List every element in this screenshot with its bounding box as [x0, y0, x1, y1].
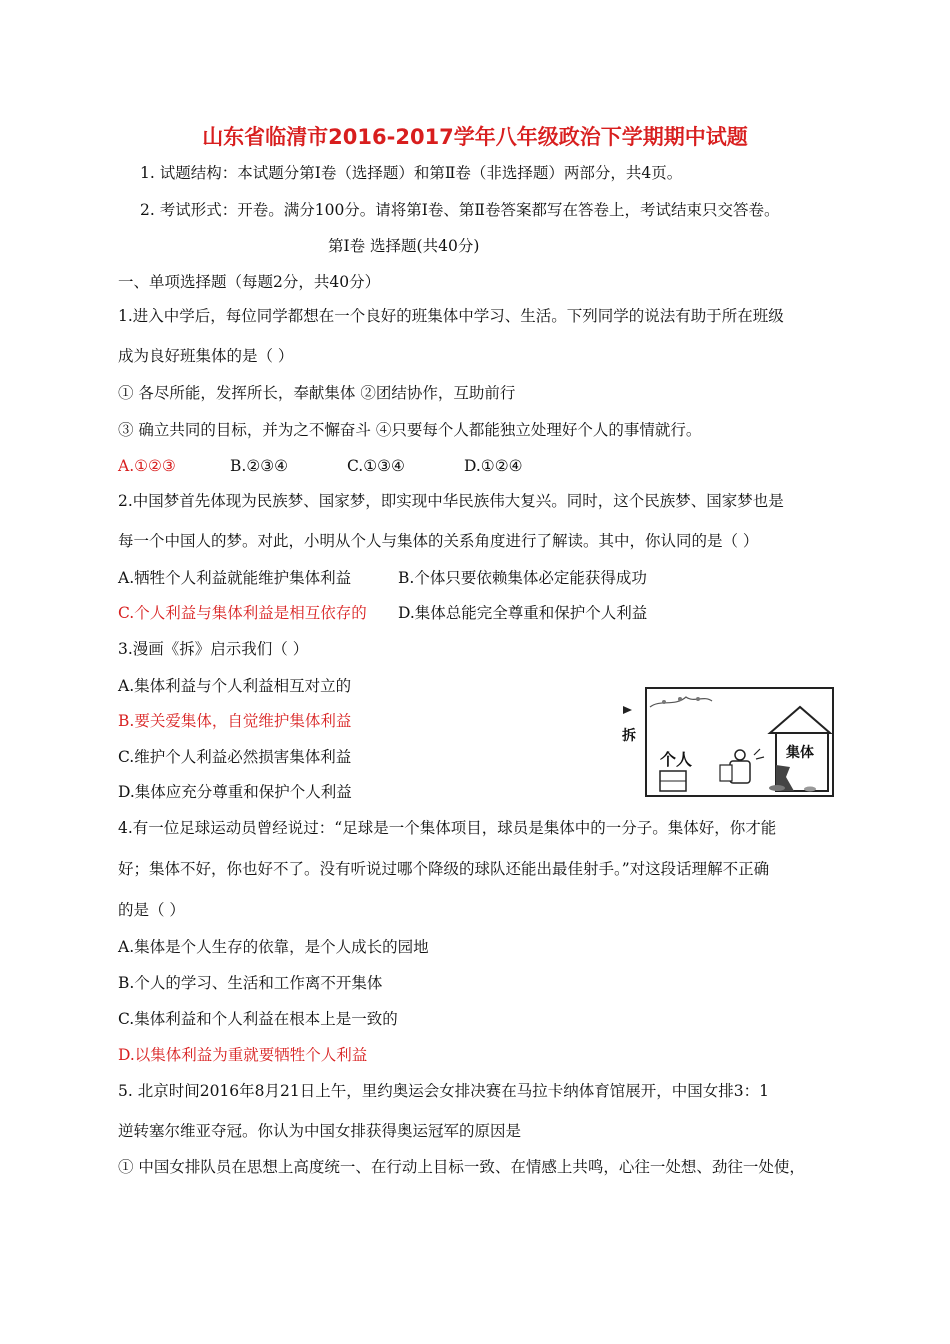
q3-option-d: D.集体应充分尊重和保护个人利益 [118, 783, 352, 801]
play-arrow-icon [623, 706, 632, 714]
cartoon-brick [720, 765, 732, 781]
part-heading: 一、单项选择题（每题2分，共40分） [118, 273, 381, 291]
note-structure: 1. 试题结构：本试题分第Ⅰ卷（选择题）和第Ⅱ卷（非选择题）两部分，共4页。 [140, 164, 683, 182]
cartoon-head [735, 750, 745, 760]
q2-option-a: A.牺牲个人利益就能维护集体利益 [118, 569, 352, 587]
cartoon-drawing [620, 685, 835, 800]
q2-stem-line2: 每一个中国人的梦。对此，小明从个人与集体的关系角度进行了解读。其中，你认同的是（ ） [118, 532, 759, 550]
cartoon-rubble [804, 787, 816, 792]
q2-option-b: B.个体只要依赖集体必定能获得成功 [398, 569, 647, 587]
q4-option-c: C.集体利益和个人利益在根本上是一致的 [118, 1010, 398, 1028]
q2-option-d: D.集体总能完全尊重和保护个人利益 [398, 604, 648, 622]
cartoon-leaf [696, 697, 700, 701]
q1-items-line2: ③ 确立共同的目标，并为之不懈奋斗 ④只要每个人都能独立处理好个人的事情就行。 [118, 421, 702, 439]
q4-option-a: A.集体是个人生存的依靠，是个人成长的园地 [118, 938, 429, 956]
q1-stem-line1: 1.进入中学后，每位同学都想在一个良好的班集体中学习、生活。下列同学的说法有助于所在班级 [118, 307, 784, 325]
cartoon-leaf [678, 697, 682, 701]
q5-stem-line1: 5. 北京时间2016年8月21日上午，里约奥运会女排决赛在马拉卡纳体育馆展开，中国女排3：1 [118, 1082, 769, 1100]
q2-stem-line1: 2.中国梦首先体现为民族梦、国家梦，即实现中华民族伟大复兴。同时，这个民族梦、国家梦也是 [118, 492, 784, 510]
q3-stem: 3.漫画《拆》启示我们（ ） [118, 640, 309, 658]
q5-stem-line2: 逆转塞尔维亚夺冠。你认为中国女排获得奥运冠军的原因是 [118, 1122, 522, 1140]
cartoon-person-label: 个人 [660, 750, 693, 769]
q4-stem-line2: 好；集体不好，你也好不了。没有听说过哪个降级的球队还能出最佳射手。”对这段话理解不正确 [118, 860, 770, 878]
note-format: 2. 考试形式：开卷。满分100分。请将第Ⅰ卷、第Ⅱ卷答案都写在答卷上，考试结束只交答卷。 [140, 201, 780, 219]
page-title: 山东省临清市2016-2017学年八年级政治下学期期中试题 [202, 125, 748, 149]
q4-stem-line3: 的是（ ） [118, 901, 185, 919]
q3-option-c: C.维护个人利益必然损害集体利益 [118, 748, 352, 766]
q4-option-d: D.以集体利益为重就要牺牲个人利益 [118, 1046, 368, 1064]
q5-item-1: ① 中国女排队员在思想上高度统一、在行动上目标一致、在情感上共鸣，心往一处想、劲往一处使， [118, 1158, 805, 1176]
q1-option-a: A.①②③ [118, 457, 176, 475]
q1-items-line1: ① 各尽所能，发挥所长，奉献集体 ②团结协作，互助前行 [118, 384, 516, 402]
q1-option-c: C.①③④ [347, 457, 405, 475]
q1-option-d: D.①②④ [464, 457, 523, 475]
cartoon-rubble [769, 785, 785, 791]
q4-stem-line1: 4.有一位足球运动员曾经说过：“足球是一个集体项目，球员是集体中的一分子。集体好，你才能 [118, 819, 777, 837]
cartoon-leaf [662, 700, 666, 704]
q3-option-b: B.要关爱集体，自觉维护集体利益 [118, 712, 352, 730]
cartoon-side-label: 拆 [622, 728, 636, 744]
q3-option-a: A.集体利益与个人利益相互对立的 [118, 677, 352, 695]
q4-option-b: B.个人的学习、生活和工作离不开集体 [118, 974, 383, 992]
q1-stem-line2: 成为良好班集体的是（ ） [118, 347, 294, 365]
q2-option-c: C.个人利益与集体利益是相互依存的 [118, 604, 367, 622]
section-title: 第Ⅰ卷 选择题(共40分) [328, 237, 480, 255]
cartoon-chai [620, 685, 835, 800]
cartoon-body [730, 761, 750, 783]
q1-option-b: B.②③④ [230, 457, 289, 475]
cartoon-house-label: 集体 [786, 745, 814, 761]
